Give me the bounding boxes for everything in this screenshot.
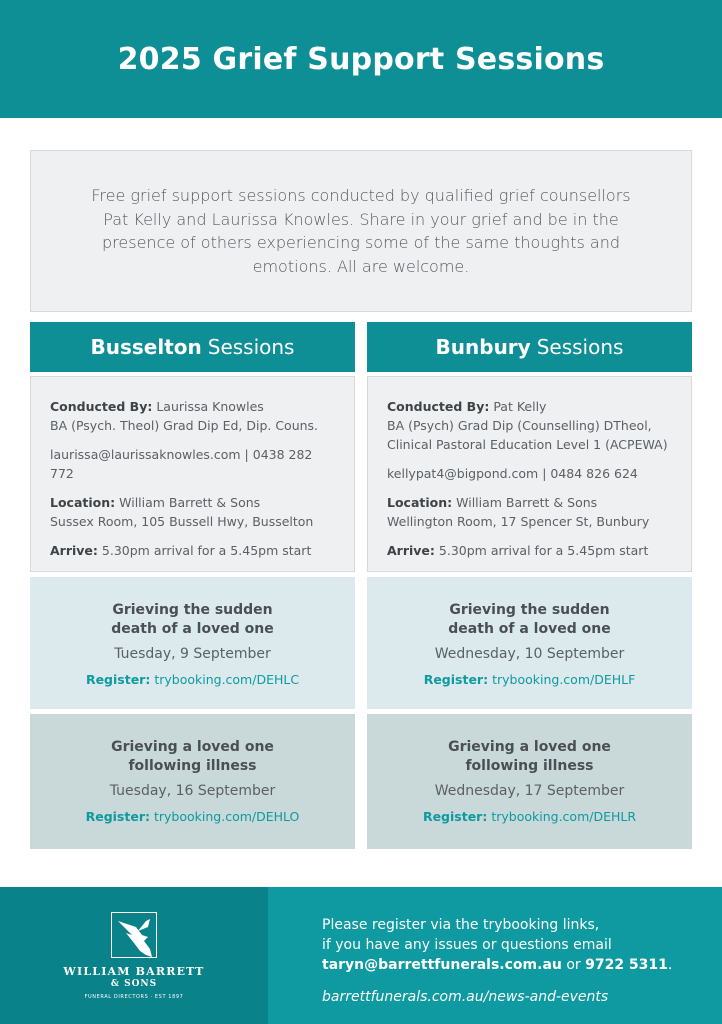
- location-name: William Barrett & Sons: [456, 495, 598, 510]
- busselton-info-panel: [30, 376, 355, 572]
- conducted-name: Laurissa Knowles: [156, 399, 264, 414]
- busselton-heading-bold: Busselton: [90, 335, 202, 359]
- bunbury-heading-bold: Bunbury: [435, 335, 531, 359]
- session-date: Tuesday, 9 September: [114, 646, 271, 662]
- register-link[interactable]: trybooking.com/DEHLO: [153, 809, 300, 824]
- qualifications: Clinical Pastoral Education Level 1 (ACPEWA): [387, 437, 668, 452]
- footer-phone[interactable]: 9722 5311: [585, 957, 668, 973]
- footer-website[interactable]: barrettfunerals.com.au/news-and-events: [322, 989, 609, 1005]
- logo-name: WILLIAM BARRETT: [63, 965, 205, 978]
- location-address: Wellington Room, 17 Spencer St, Bunbury: [387, 514, 650, 529]
- location-address: Sussex Room, 105 Bussell Hwy, Busselton: [50, 514, 314, 529]
- arrive-text: 5.30pm arrival for a 5.45pm start: [101, 543, 312, 558]
- footer-line-1: Please register via the trybooking links,: [322, 917, 600, 933]
- session-register: Register: trybooking.com/DEHLF: [423, 672, 636, 687]
- session-date: Wednesday, 17 September: [434, 783, 625, 799]
- bunbury-location: [387, 493, 672, 531]
- bunbury-info-panel: [367, 376, 692, 572]
- logo-sons: & SONS: [110, 979, 158, 989]
- busselton-heading: [30, 322, 355, 372]
- footer-line-2: if you have any issues or questions email: [322, 937, 612, 953]
- conducted-name: Pat Kelly: [493, 399, 547, 414]
- session-date: Wednesday, 10 September: [434, 646, 625, 662]
- busselton-heading-rest: Sessions: [207, 335, 295, 359]
- footer-line-3: taryn@barrettfunerals.com.au or 9722 5311.: [322, 957, 673, 973]
- session-register: Register: trybooking.com/DEHLR: [422, 809, 637, 824]
- arrive-label: Arrive:: [387, 543, 435, 558]
- session-title: Grieving the sudden death of a loved one: [111, 602, 274, 637]
- page-footer: [0, 887, 722, 1024]
- arrive-label: Arrive:: [50, 543, 98, 558]
- bunbury-session-1: [367, 577, 692, 709]
- page-title: 2025 Grief Support Sessions: [117, 41, 605, 77]
- location-label: Location:: [50, 495, 116, 510]
- arrive-text: 5.30pm arrival for a 5.45pm start: [438, 543, 649, 558]
- bunbury-session-2: [367, 714, 692, 849]
- intro-text: Free grief support sessions conducted by qualified grief counsellors Pat Kelly and Laurissa Knowles. Share in your grief and be in the presence of others experiencing some of the same thoughts and emotions. All are welcome.: [91, 186, 631, 276]
- dove-logo-icon: [111, 912, 157, 958]
- location-label: Location:: [387, 495, 453, 510]
- busselton-conducted: [50, 397, 335, 435]
- bunbury-heading-rest: Sessions: [536, 335, 624, 359]
- qualifications: BA (Psych) Grad Dip (Counselling) DTheol,: [387, 418, 652, 433]
- session-title: Grieving a loved one following illness: [111, 739, 274, 774]
- page-header: [0, 0, 722, 118]
- bunbury-heading: [367, 322, 692, 372]
- footer-logo-area: [0, 887, 268, 1024]
- bunbury-contact: kellypat4@bigpond.com | 0484 826 624: [387, 466, 638, 481]
- bunbury-arrive: [387, 541, 672, 560]
- qualifications: BA (Psych. Theol) Grad Dip Ed, Dip. Couns.: [50, 418, 319, 433]
- footer-email[interactable]: taryn@barrettfunerals.com.au: [322, 957, 562, 973]
- location-name: William Barrett & Sons: [119, 495, 261, 510]
- busselton-session-1: [30, 577, 355, 709]
- register-link[interactable]: trybooking.com/DEHLF: [492, 672, 636, 687]
- conducted-label: Conducted By:: [387, 399, 490, 414]
- busselton-location: [50, 493, 335, 531]
- bunbury-conducted: [387, 397, 672, 454]
- conducted-label: Conducted By:: [50, 399, 153, 414]
- register-link[interactable]: trybooking.com/DEHLC: [154, 672, 300, 687]
- busselton-contact: laurissa@laurissaknowles.com | 0438 282 772: [50, 447, 313, 481]
- session-title: Grieving the sudden death of a loved one: [448, 602, 611, 637]
- session-register: Register: trybooking.com/DEHLC: [85, 672, 300, 687]
- register-link[interactable]: trybooking.com/DEHLR: [491, 809, 637, 824]
- session-register: Register: trybooking.com/DEHLO: [85, 809, 300, 824]
- footer-contact: [322, 915, 712, 1007]
- intro-panel: [30, 150, 692, 312]
- busselton-session-2: [30, 714, 355, 849]
- logo-tagline: FUNERAL DIRECTORS · EST 1897: [84, 994, 184, 1000]
- session-title: Grieving a loved one following illness: [448, 739, 611, 774]
- session-date: Tuesday, 16 September: [109, 783, 276, 799]
- busselton-arrive: [50, 541, 335, 560]
